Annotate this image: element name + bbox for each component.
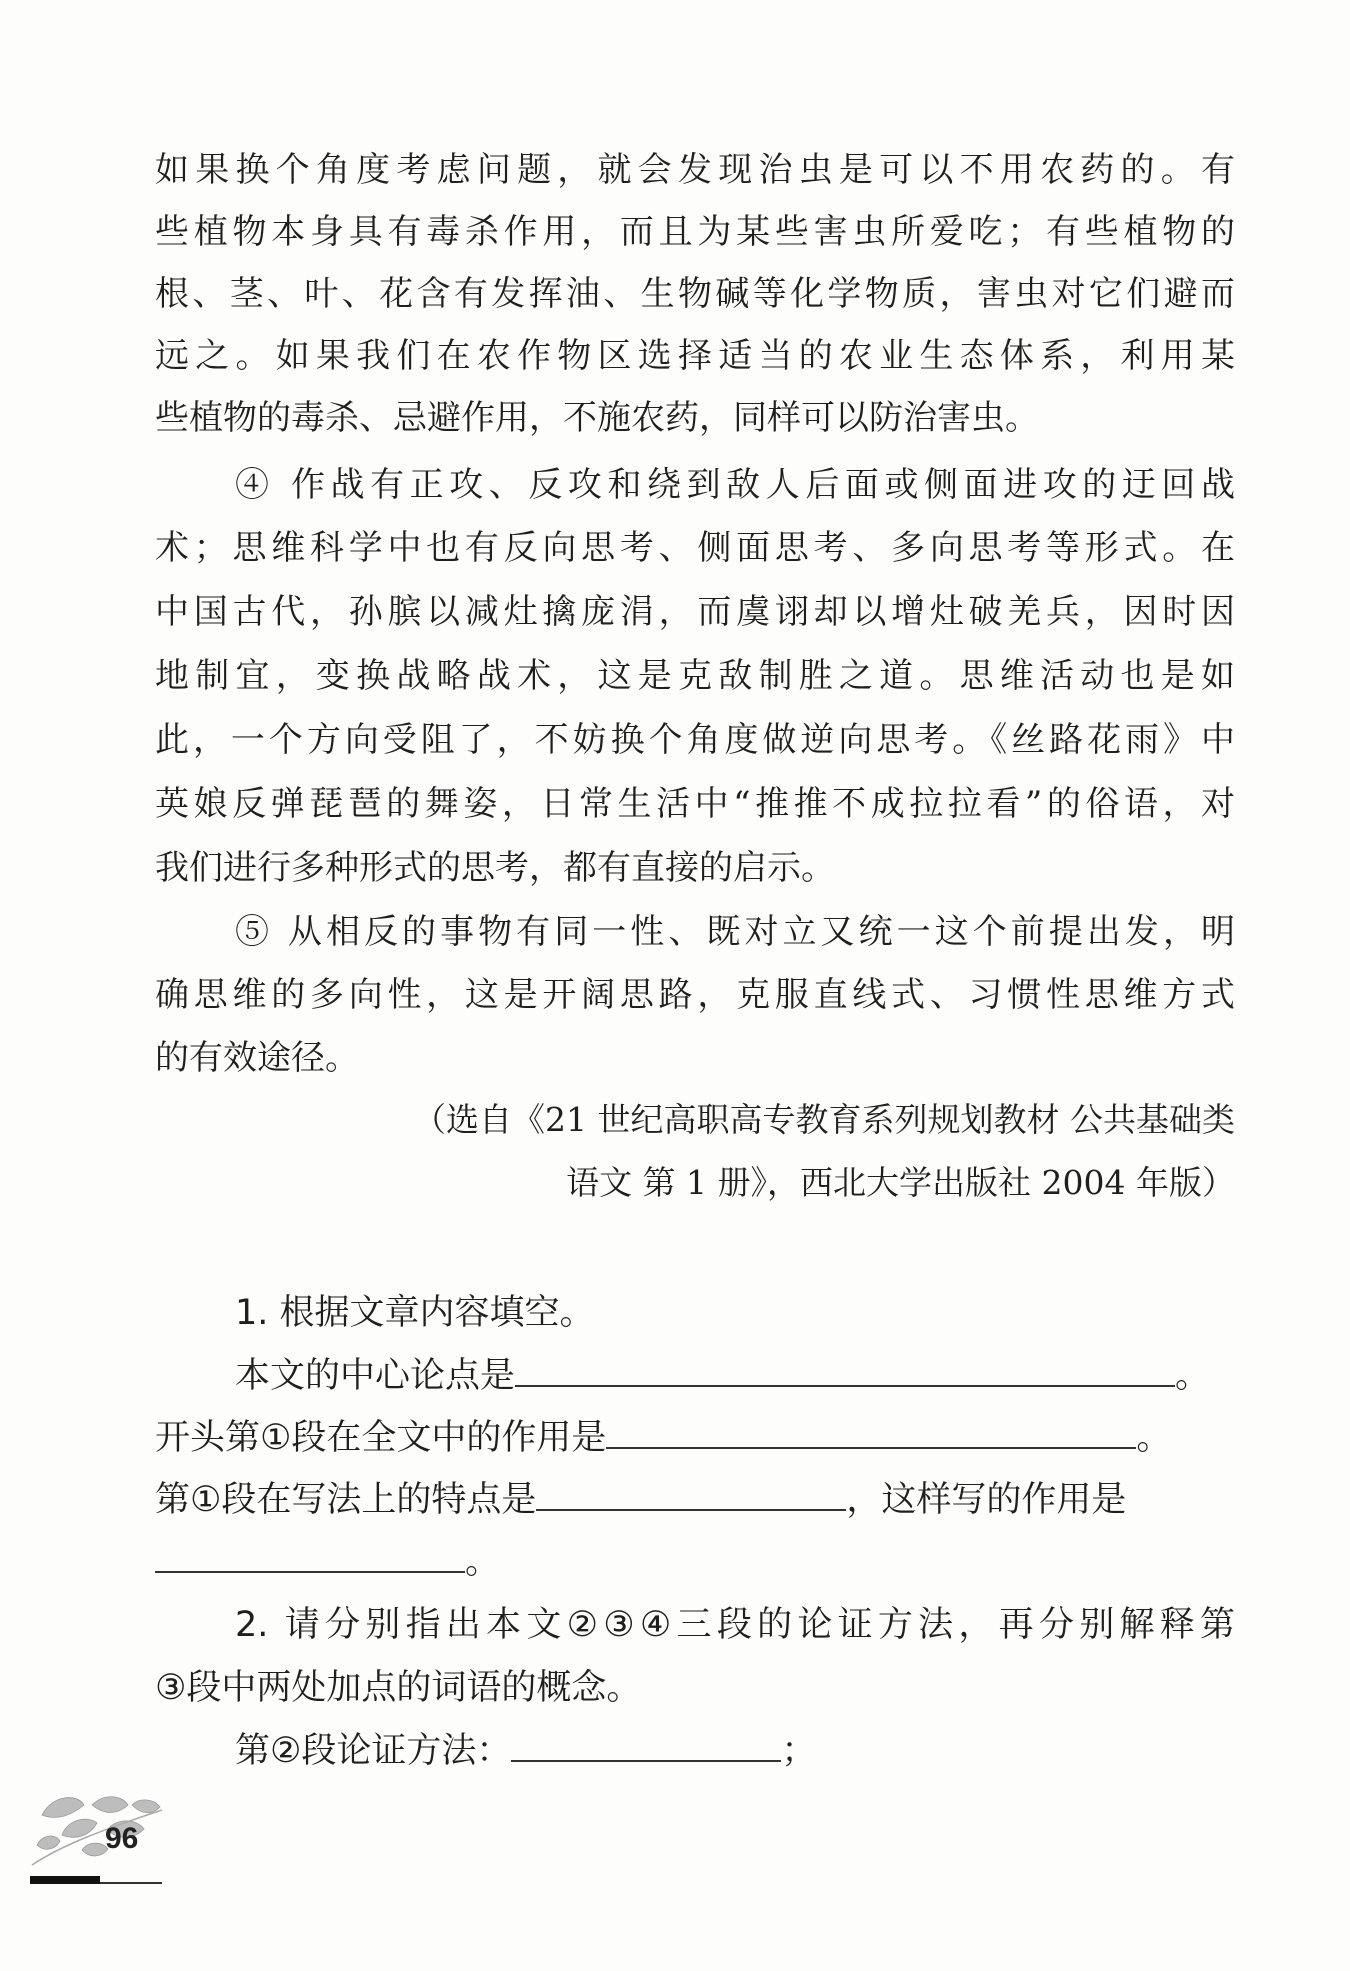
- text-line: 确思维的多向性，这是开阔思路，克服直线式、习惯性思维方式: [155, 975, 1235, 1015]
- question-1-b: [155, 1417, 1171, 1459]
- text-line: 我们进行多种形式的思考，都有直接的启示。: [155, 848, 835, 888]
- semicolon-mark: ；: [781, 1731, 817, 1771]
- page-number-rule: [100, 1882, 162, 1884]
- question-2-a: [235, 1730, 816, 1772]
- text-line: 中国古代，孙膑以减灶擒庞涓，而虞诩却以增灶破羌兵，因时因: [155, 592, 1235, 632]
- text-line: 英娘反弹琵琶的舞姿，日常生活中“推推不成拉拉看”的俗语，对: [155, 784, 1235, 824]
- question-1-c-label2: ，这样写的作用是: [846, 1480, 1127, 1520]
- question-2-line2: ③段中两处加点的词语的概念。: [155, 1668, 642, 1708]
- answer-blank-opening-role[interactable]: [606, 1417, 1136, 1449]
- question-1-title: 1. 根据文章内容填空。: [235, 1293, 595, 1333]
- question-1-a: [235, 1355, 1210, 1397]
- source-citation-line2: 语文 第 1 册》，西北大学出版社 2004 年版）: [566, 1163, 1235, 1202]
- question-2-line1: 2. 请分别指出本文②③④三段的论证方法，再分别解释第: [235, 1605, 1235, 1645]
- page-number: 96: [105, 1822, 139, 1855]
- page-number-bar: [30, 1876, 100, 1884]
- question-1-d: [155, 1541, 500, 1583]
- text-line: 地制宜，变换战略战术，这是克敌制胜之道。思维活动也是如: [155, 656, 1235, 696]
- paragraph-5-start: ⑤ 从相反的事物有同一性、既对立又统一这个前提出发，明: [235, 912, 1235, 952]
- question-1-c-label: 第①段在写法上的特点是: [155, 1480, 537, 1520]
- text-line: 此，一个方向受阻了，不妨换个角度做逆向思考。《丝路花雨》中: [155, 720, 1235, 760]
- text-line: 远之。如果我们在农作物区选择适当的农业生态体系，利用某: [155, 336, 1235, 376]
- question-2-a-label: 第②段论证方法：: [235, 1731, 512, 1771]
- period-mark: 。: [1136, 1418, 1172, 1458]
- source-citation-line1: （选自《21 世纪高职高专教育系列规划教材 公共基础类: [413, 1100, 1235, 1139]
- leaf-ornament-icon: [22, 1775, 172, 1875]
- text-line: 的有效途径。: [155, 1038, 359, 1078]
- answer-blank-writing-feature[interactable]: [536, 1479, 846, 1511]
- question-1-c: [155, 1479, 1126, 1521]
- answer-blank-central-argument[interactable]: [515, 1355, 1175, 1387]
- text-line: 些植物本身具有毒杀作用，而且为某些害虫所爱吃；有些植物的: [155, 212, 1235, 252]
- question-1-b-label: 开头第①段在全文中的作用是: [155, 1418, 607, 1458]
- period-mark: 。: [1175, 1356, 1211, 1396]
- text-line: 术；思维科学中也有反向思考、侧面思考、多向思考等形式。在: [155, 528, 1235, 568]
- text-line: 根、茎、叶、花含有发挥油、生物碱等化学物质，害虫对它们避而: [155, 274, 1235, 314]
- answer-blank-writing-effect[interactable]: [155, 1541, 465, 1573]
- question-1-a-label: 本文的中心论点是: [235, 1356, 516, 1396]
- answer-blank-argument-method-2[interactable]: [511, 1730, 781, 1762]
- text-line: 如果换个角度考虑问题，就会发现治虫是可以不用农药的。有: [155, 150, 1235, 190]
- period-mark: 。: [465, 1542, 501, 1582]
- paragraph-4-start: ④ 作战有正攻、反攻和绕到敌人后面或侧面进攻的迂回战: [235, 465, 1235, 505]
- text-line: 些植物的毒杀、忌避作用，不施农药，同样可以防治害虫。: [155, 398, 1039, 438]
